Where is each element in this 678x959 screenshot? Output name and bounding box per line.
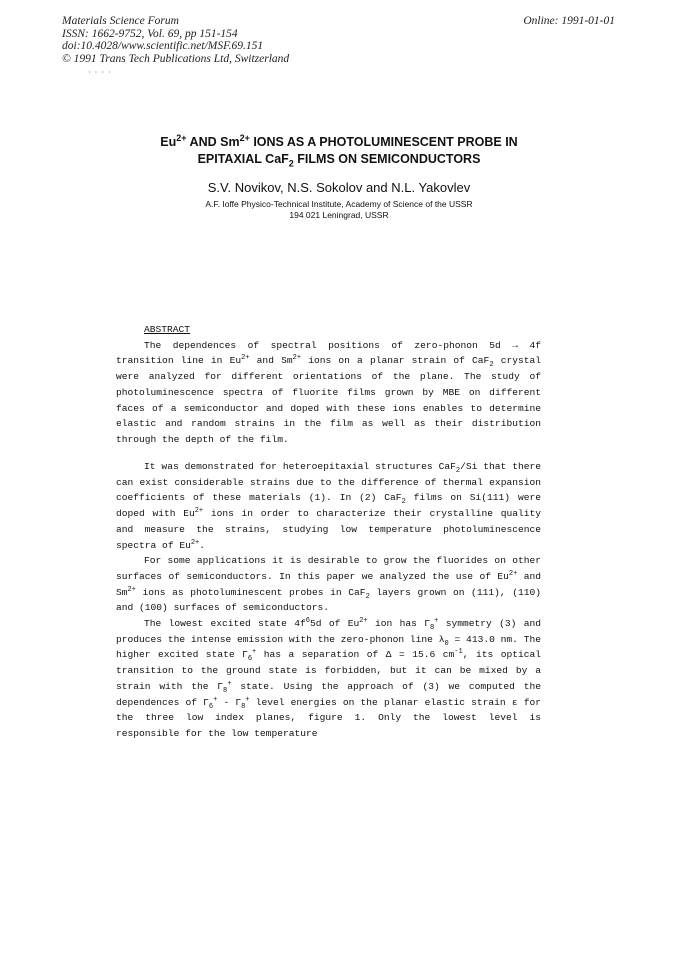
issn-line: ISSN: 1662-9752, Vol. 69, pp 151-154 xyxy=(62,27,238,40)
online-date: Online: 1991-01-01 xyxy=(523,15,615,27)
title-block xyxy=(60,134,618,221)
affiliation: A.F. Ioffe Physico-Technical Institute, Academy of Science of the USSR 194 021 Leningrad, USSR xyxy=(205,199,473,220)
doi-link[interactable]: doi:10.4028/www.scientific.net/MSF.69.151 xyxy=(62,40,264,52)
journal-header xyxy=(62,15,289,65)
abstract-section xyxy=(116,322,541,448)
introduction-section xyxy=(116,459,541,742)
intro-paragraph-1: It was demonstrated for heteroepitaxial structures CaF$_2$/Si that there can exist considerable strains due to the difference of thermal expansion coefficients of these materials (1). In (2) CaF$_2$ films on Si(111) were doped with $Eu^{2+}$ ions in order to characterize their crystalline quality and measure the strains, studying low temperature photoluminescence spectra of $Eu^{2+}$. xyxy=(116,461,542,551)
intro-paragraph-3: The lowest excited state $4f^65d$ of $Eu^{2+}$ ion has $\Gamma_8^+$ symmetry (3) and produces the intense emission with the zero-phonon line $\lambda_0 = 413.0$ nm. The higher excited state $\Gamma_6^+$ has a separation of Δ = 15.6 $cm^{-1}$, its optical transition to the ground state is forbidden, but it can be mixed by a strain with the $\Gamma_8^+$ state. Using the approach of (3) we computed the dependences of $\Gamma_6^+ - \Gamma_8^+$ level energies on the planar elastic strain ε for the three low index planes, figure 1. Only the lowest level is responsible for the low temperature xyxy=(116,616,542,739)
journal-name: Materials Science Forum xyxy=(62,15,179,27)
scan-artifact: · · · · xyxy=(88,68,112,77)
abstract-heading: ABSTRACT xyxy=(144,324,191,335)
intro-paragraph-2: For some applications it is desirable to grow the fluorides on other surfaces of semiconductors. In this paper we analyzed the use of $Eu^{2+}$ and $Sm^{2+}$ ions as photoluminescent probes in CaF$_2$ layers grown on (111), (110) and (100) surfaces of semiconductors. xyxy=(116,555,542,614)
copyright-line: © 1991 Trans Tech Publications Ltd, Switzerland xyxy=(62,52,290,65)
authors: S.V. Novikov, N.S. Sokolov and N.L. Yakovlev xyxy=(207,180,471,195)
abstract-paragraph: The dependences of spectral positions of zero-phonon 5d → 4f transition line in $Eu^{2+}$ and $Sm^{2+}$ ions on a planar strain of CaF$_2$ crystal were analyzed for different orientations of the plane. The study of photoluminescence spectra of fluorite films grown by MBE on different faces of a semiconductor and doped with these ions enables to determine elastic and random strains in the film as well as their distribution through the depth of the film. xyxy=(116,339,541,445)
paper-title: $Eu^{2+}$ AND $Sm^{2+}$ IONS AS A PHOTOLUMINESCENT PROBE IN EPITAXIAL CaF$_2$ FILMS ON SEMICONDUCTORS xyxy=(160,132,518,169)
